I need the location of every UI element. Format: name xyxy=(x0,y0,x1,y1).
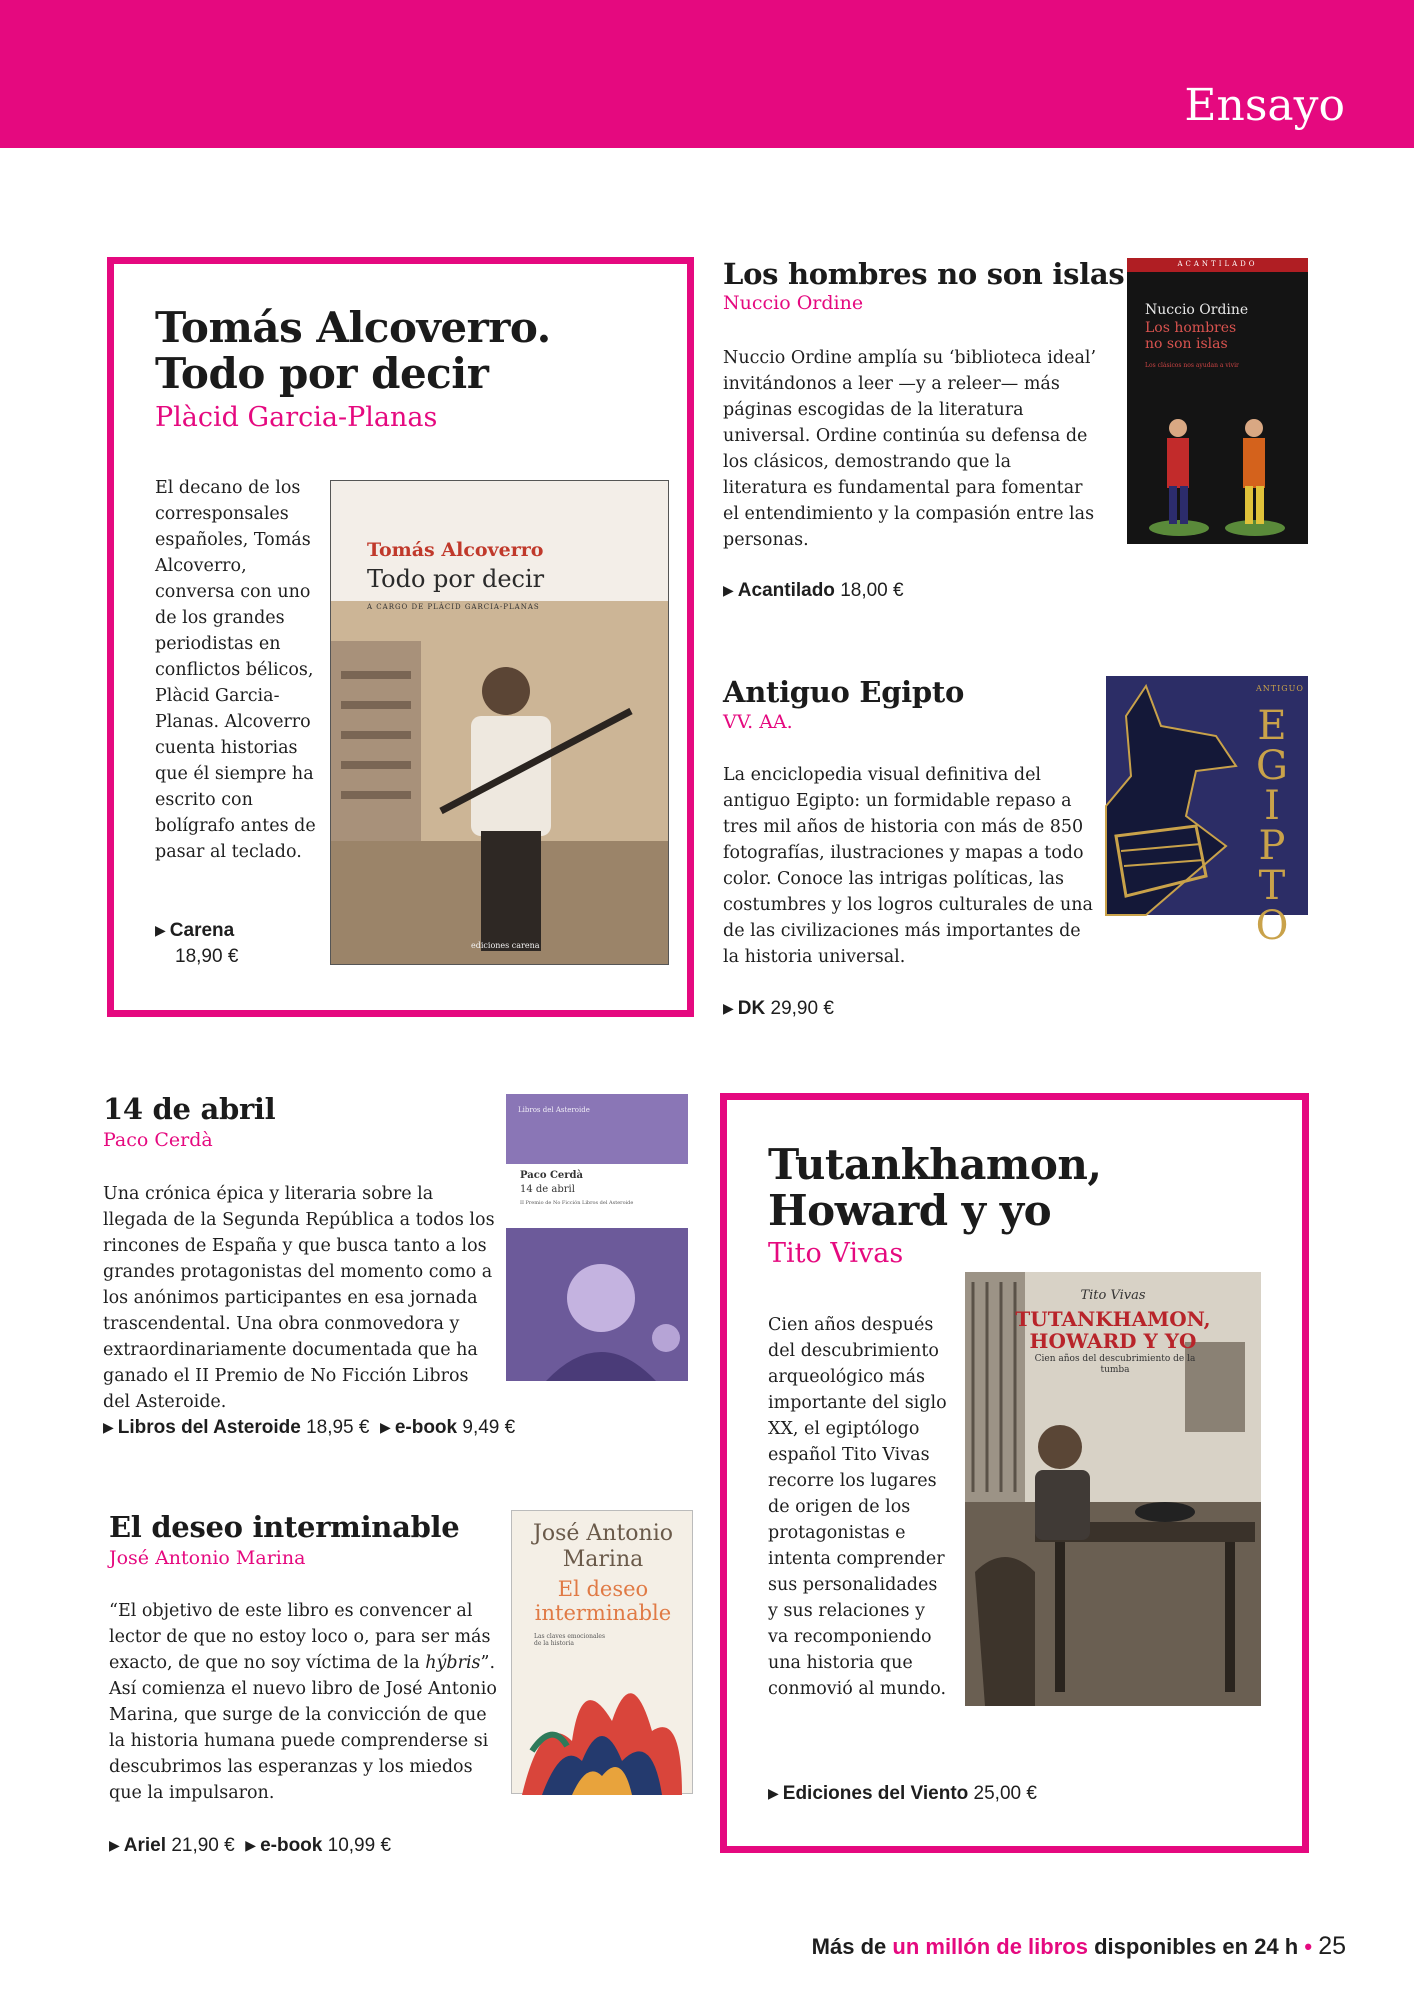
triangle-icon: ▶ xyxy=(768,1785,779,1801)
book-cover-deseo xyxy=(511,1510,693,1794)
book-price-line: ▶ Libros del Asteroide 18,95 € ▶ e-book 9,49 € xyxy=(103,1417,516,1438)
cover-title: Los hombres no son islas xyxy=(1145,320,1237,352)
book-price-line: ▶ DK 29,90 € xyxy=(723,998,834,1019)
page-number: 25 xyxy=(1318,1932,1346,1960)
book-title: Los hombres no son islas xyxy=(723,257,1125,291)
book-price-line: ▶ Ediciones del Viento 25,00 € xyxy=(768,1783,1037,1804)
book-price-line: ▶ Carena 18,90 € xyxy=(155,920,239,967)
triangle-icon: ▶ xyxy=(155,922,166,938)
book-title: 14 de abril xyxy=(103,1092,276,1126)
cover-subtitle: Las claves emocionales de la historia xyxy=(534,1633,606,1647)
cover-publisher: Libros del Asteroide xyxy=(518,1106,590,1114)
cover-author: Tomás Alcoverro xyxy=(367,539,544,561)
cover-author: Paco Cerdà xyxy=(520,1170,584,1181)
cover-subtitle: Los clásicos nos ayudan a vivir xyxy=(1145,362,1239,369)
book-title: Tutankhamon, Howard y yo xyxy=(768,1140,1102,1235)
cover-subtitle: II Premio de No Ficción Libros del Asteroide xyxy=(520,1200,634,1206)
book-author: Tito Vivas xyxy=(768,1238,904,1269)
book-description: El decano de los corresponsales españoles, Tomás Alcoverro, conversa con uno de los grandes periodistas en conflictos bélicos, Plàcid Garcia-Planas. Alcoverro cuenta historias que él siempre ha escrito con bolígrafo antes de pasar al teclado. xyxy=(155,478,316,862)
book-cover-alcoverro xyxy=(330,480,669,965)
book-cover-14-abril xyxy=(506,1094,688,1381)
cover-title: 14 de abril xyxy=(520,1184,575,1195)
footer-highlight: un millón de libros xyxy=(892,1934,1088,1959)
triangle-icon: ▶ xyxy=(245,1837,257,1853)
cover-small-title: ANTIGUO xyxy=(1256,684,1304,693)
section-title: Ensayo xyxy=(1184,80,1345,131)
book-description: Nuccio Ordine amplía su ‘biblioteca ideal’ invitándonos a leer —y a releer— más páginas escogidas de la literatura universal. Ordine continúa su defensa de los clásicos, demostrando que la literatura es fundamental para fomentar el entendimiento y la compasión entre las personas. xyxy=(723,348,1097,550)
book-description: Una crónica épica y literaria sobre la llegada de la Segunda República a todos los rincones de España y que busca tanto a los grandes protagonistas del momento como a los anónimos participantes en esa jornada trascendental. Una obra conmovedora y extraordinariamente documentada que ha ganado el II Premio de No Ficción Libros del Asteroide. xyxy=(103,1184,495,1412)
book-author: VV. AA. xyxy=(723,711,793,733)
book-title: Antiguo Egipto xyxy=(723,675,965,709)
triangle-icon: ▶ xyxy=(380,1419,391,1435)
triangle-icon: ▶ xyxy=(103,1419,114,1435)
book-author: José Antonio Marina xyxy=(109,1547,306,1569)
book-title: Tomás Alcoverro. Todo por decir xyxy=(155,303,551,398)
book-cover-egipto xyxy=(1106,676,1308,949)
book-description: La enciclopedia visual definitiva del antiguo Egipto: un formidable repaso a tres mil años de historia con más de 850 fotografías, ilustraciones y mapas a todo color. Conoce las intrigas políticas, las costumbres y los logros culturales de una de las civilizaciones más importantes de la historia universal. xyxy=(723,765,1093,967)
book-description: Cien años después del descubrimiento arqueológico más importante del siglo XX, el egiptólogo español Tito Vivas recorre los lugares de origen de los protagonistas e intenta comprender sus personalidades y sus relaciones y va recomponiendo una historia que conmovió al mundo. xyxy=(768,1315,947,1699)
book-cover-tutankhamon xyxy=(965,1272,1261,1706)
triangle-icon: ▶ xyxy=(723,1000,734,1016)
footer-tagline: Más de un millón de libros disponibles en 24 h • 25 xyxy=(811,1932,1346,1960)
cover-subtitle: A CARGO DE PLÀCID GARCIA-PLANAS xyxy=(367,603,540,611)
book-author: Plàcid Garcia-Planas xyxy=(155,402,438,433)
cover-title: Todo por decir xyxy=(367,565,545,593)
book-price-line: ▶ Acantilado 18,00 € xyxy=(723,580,904,601)
cover-subtitle: Cien años del descubrimiento de la tumba xyxy=(1034,1354,1196,1375)
cover-author: Tito Vivas xyxy=(1080,1288,1146,1303)
cover-title: TUTANKHAMON, HOWARD Y YO xyxy=(1015,1307,1211,1353)
cover-publisher: ACANTILADO xyxy=(1177,260,1258,268)
book-author: Paco Cerdà xyxy=(103,1129,213,1151)
book-description: “El objetivo de este libro es convencer al lector de que no estoy loco o, para ser más exacto, de que no soy víctima de la hýbris”. Así comienza el nuevo libro de José Antonio Marina, que surge de la convicción de que la historia humana puede comprenderse si descubrimos las esperanzas y los miedos que la impulsaron. xyxy=(109,1601,497,1803)
cover-big-title: EGIPTO xyxy=(1255,703,1289,949)
triangle-icon: ▶ xyxy=(723,582,734,598)
cover-title: El deseo interminable xyxy=(534,1577,672,1625)
book-title: El deseo interminable xyxy=(109,1510,460,1544)
triangle-icon: ▶ xyxy=(109,1837,120,1853)
cover-author: Nuccio Ordine xyxy=(1145,302,1249,318)
book-author: Nuccio Ordine xyxy=(723,292,864,314)
book-price-line: ▶ Ariel 21,90 € ▶ e-book 10,99 € xyxy=(109,1835,392,1856)
cover-imprint: ediciones carena xyxy=(471,941,540,950)
footer-bullet: • xyxy=(1304,1934,1313,1959)
cover-author: José Antonio Marina xyxy=(533,1521,673,1572)
book-cover-ordine xyxy=(1127,258,1308,544)
